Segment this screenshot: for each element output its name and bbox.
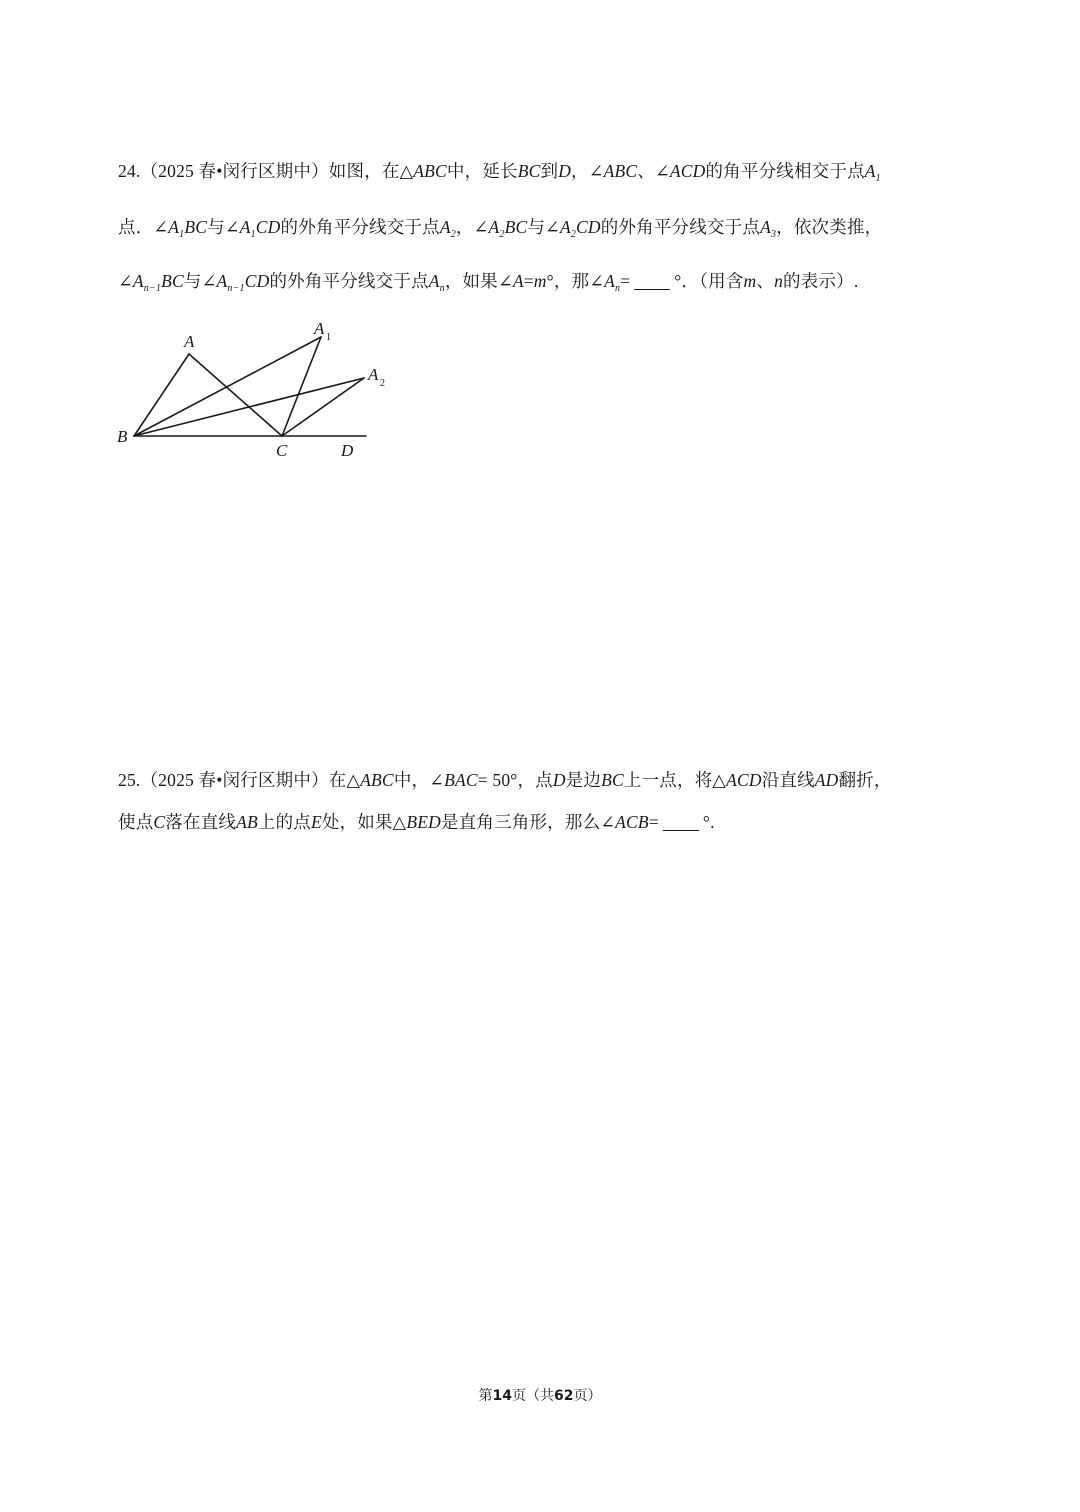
text: ∠ [118,271,133,291]
math: ABC [360,770,394,790]
label-A1-sub: 1 [326,332,331,343]
problem-24-line-1 [118,158,881,184]
math: CD [576,217,601,237]
math: A [760,217,771,237]
answer-blank[interactable] [634,272,670,291]
text: 、∠ [637,161,670,181]
label-A1: A [314,319,325,338]
text: 是直角三角形，那么∠ [440,812,616,832]
geometry-figure [110,316,400,464]
label-B: B [117,427,128,446]
label-C: C [276,441,288,460]
text: 的表示）. [783,271,859,291]
subscript: 3 [770,229,777,240]
math: A [559,217,571,237]
segment-BA1 [134,337,321,436]
problem-source: （2025 春•闵行区期中） [140,770,329,790]
math: CD [244,271,270,291]
text: = [620,271,631,291]
math: BC [517,161,541,181]
text: °. [702,812,715,832]
problem-25-line-1 [118,767,892,792]
math: ACB [615,812,649,832]
text: 处，如果△ [321,812,407,832]
problem-source: （2025 春•闵行区期中） [140,161,329,181]
math: D [558,161,572,181]
subscript: n [439,283,445,294]
text: ，如果∠ [444,271,513,291]
text: 的外角平分线交于点 [280,217,440,237]
math: ACD [669,161,706,181]
text: 点．∠ [118,217,169,237]
text: 与∠ [527,217,560,237]
text: 与∠ [183,271,217,291]
math: ABC [603,161,638,181]
text: 落在直线 [165,812,237,832]
text: = [648,812,659,832]
math: A [428,271,440,291]
text: 中，延长 [446,161,518,181]
text: 翻折， [838,770,892,790]
subscript: n [614,283,621,294]
label-D: D [341,441,354,460]
text: 、 [756,271,775,291]
answer-blank[interactable] [663,813,699,832]
math: ABC [413,161,447,181]
math: A [239,217,251,237]
math: AB [236,812,258,832]
page-footer [0,1385,1080,1405]
math: A [168,217,180,237]
footer-text: 页） [573,1388,602,1404]
math: BC [184,217,208,237]
subscript: 2 [499,229,505,240]
subscript: n−1 [143,283,162,294]
text: °．（用含 [674,271,744,291]
text: °，那∠ [546,271,605,291]
math: A [216,271,228,291]
math: A [439,217,451,237]
segment-CA2 [282,378,364,436]
text: 在△ [328,770,361,790]
math: m [533,271,547,291]
text: 的角平分线相交于点 [705,161,865,181]
math: m [743,271,757,291]
subscript: 1 [875,173,881,184]
problem-number: 24. [118,161,141,181]
segment-CA1 [282,337,321,436]
math: CD [255,217,281,237]
subscript: n−1 [227,283,245,294]
text: 中，∠ [393,770,445,790]
subscript: 2 [570,229,577,240]
text: 上一点，将△ [623,770,727,790]
math: AD [814,770,839,790]
text: 是边 [565,770,602,790]
math: A [132,271,144,291]
math: BC [601,770,624,790]
text: ，∠ [571,161,604,181]
problem-number: 25. [118,770,141,790]
text: 沿直线 [761,770,815,790]
math: E [310,812,322,832]
text: ，依次类推， [776,217,883,237]
math: A [488,217,500,237]
total-pages: 62 [554,1388,574,1404]
math: A [604,271,615,291]
footer-text: 第 [478,1388,493,1404]
text: 与∠ [207,217,240,237]
segment-AC [189,354,282,436]
label-A: A [184,332,195,351]
problem-24-line-3 [118,268,858,294]
subscript: 1 [250,229,256,240]
math: BC [161,271,184,291]
text: 上的点 [257,812,311,832]
math: C [153,812,166,832]
math: A [864,161,876,181]
math: n [774,271,784,291]
problem-25-line-2 [118,809,715,834]
text: 如图，在△ [328,161,414,181]
math: A [512,271,524,291]
math: ACD [726,770,762,790]
text: = [523,271,534,291]
text: ，∠ [455,217,489,237]
math: BC [504,217,528,237]
subscript: 2 [450,229,456,240]
segment-BA2 [134,378,364,436]
text: = 50°，点 [477,770,553,790]
subscript: 1 [179,229,185,240]
math: BED [406,812,441,832]
problem-24-line-2 [118,214,882,240]
page-number: 14 [492,1388,512,1404]
text: 使点 [118,812,154,832]
text: 到 [540,161,559,181]
math: D [552,770,566,790]
label-A2-sub: 2 [380,378,385,389]
text: 的外角平分线交于点 [269,271,429,291]
footer-text: 页（共 [512,1388,554,1404]
label-A2: A [368,365,379,384]
math: BAC [444,770,478,790]
text: 的外角平分线交于点 [600,217,761,237]
